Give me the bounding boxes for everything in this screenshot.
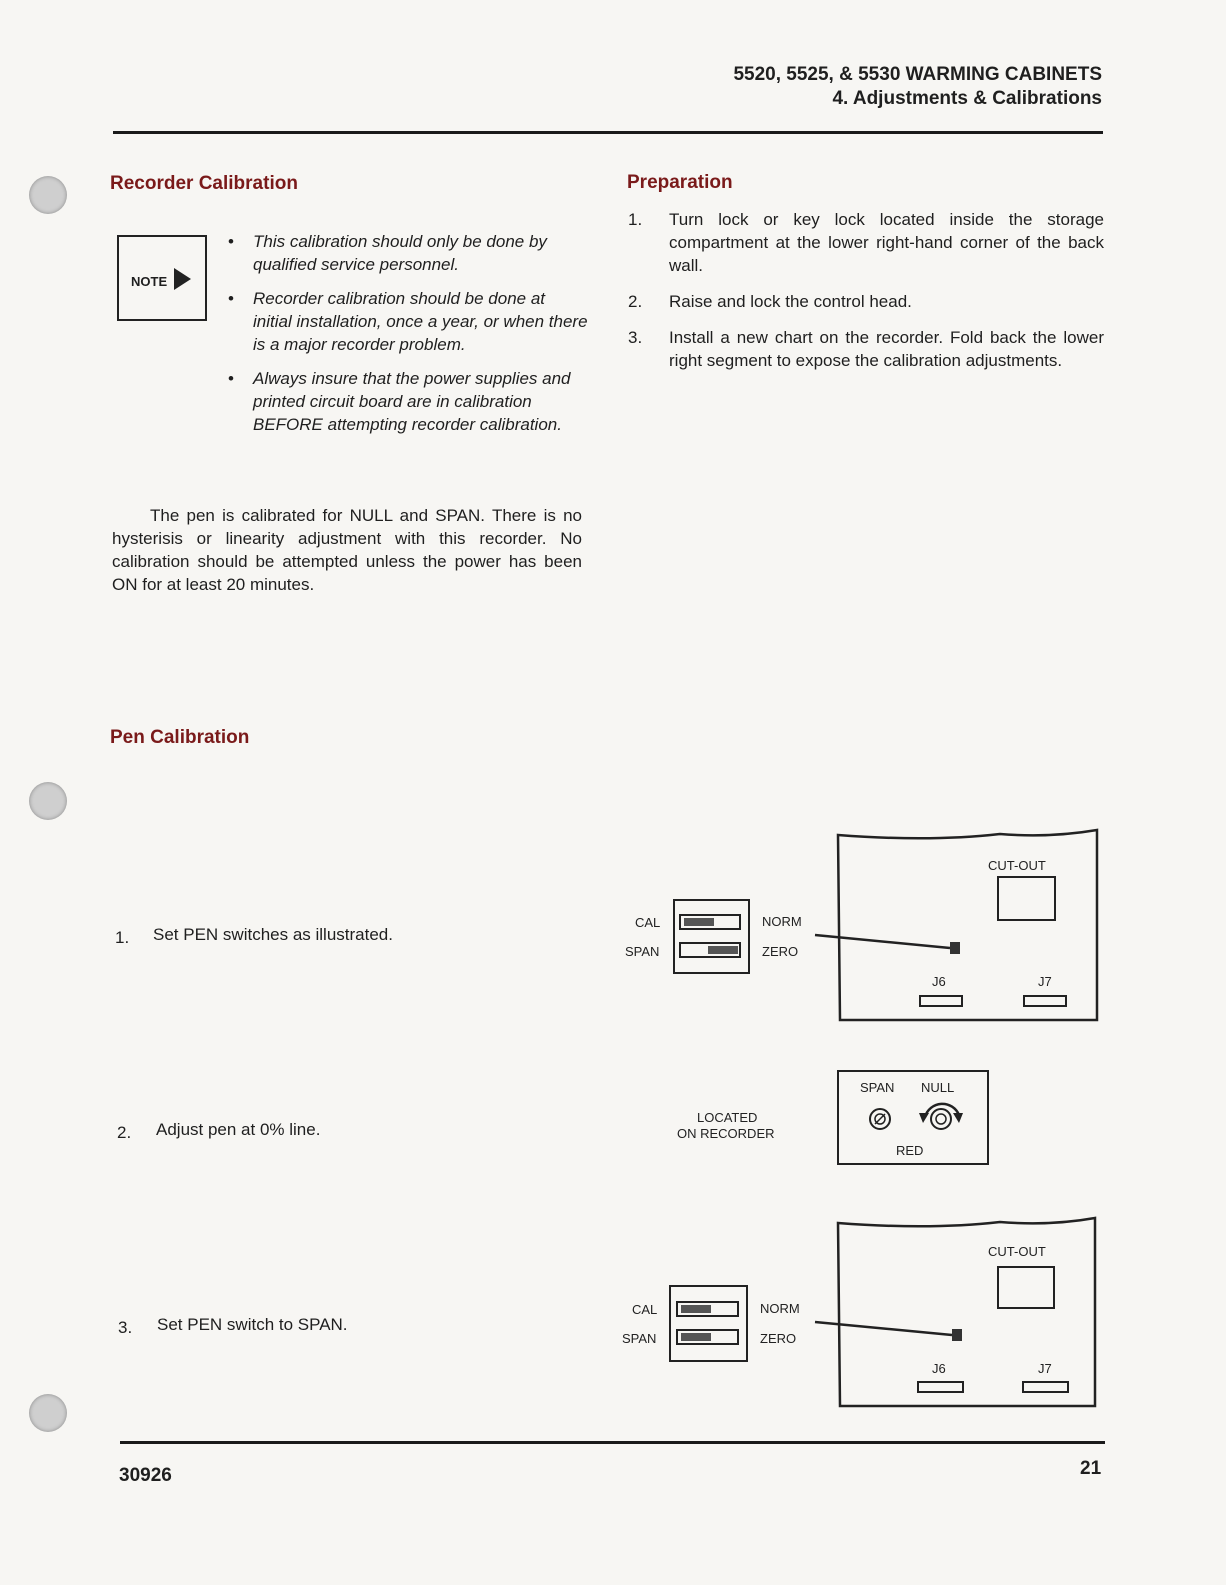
note-bullet: • This calibration should only be done by qualified service personnel. (228, 232, 547, 274)
rotate-arrow-head-right (953, 1113, 963, 1123)
pointer-line (815, 935, 950, 948)
page-number: 21 (1080, 1458, 1102, 1479)
note-label: NOTE (131, 274, 168, 289)
j7-label: J7 (1038, 974, 1052, 989)
pen-switch-diagram-2 (610, 1208, 1110, 1418)
cal-label: CAL (635, 915, 661, 930)
cal-switch-grip (684, 918, 714, 926)
document-title: 5520, 5525, & 5530 WARMING CABINETS (733, 64, 1102, 85)
located-label-line2: ON RECORDER (677, 1126, 775, 1141)
pointer-line (815, 1322, 952, 1335)
note-box (117, 235, 207, 321)
norm-label: NORM (762, 914, 802, 929)
span-null-diagram (670, 1065, 1000, 1175)
rotate-arrow-icon (925, 1104, 959, 1117)
span-label: SPAN (625, 944, 660, 959)
located-label-line1: LOCATED (697, 1110, 758, 1125)
cutout-label: CUT-OUT (988, 1244, 1046, 1259)
pen-step-3-text: Set PEN switch to SPAN. (157, 1315, 348, 1334)
pen-step-1-number: 1. (115, 928, 130, 947)
pen-step-2-number: 2. (117, 1123, 132, 1142)
recorder-calibration-heading: Recorder Calibration (110, 173, 298, 194)
rotate-arrow-head-left (919, 1113, 929, 1123)
red-label: RED (896, 1143, 924, 1158)
pen-switch-diagram-1 (610, 820, 1110, 1030)
cutout-box (998, 877, 1055, 920)
norm-label: NORM (760, 1301, 800, 1316)
pen-step-2-text: Adjust pen at 0% line. (156, 1120, 321, 1139)
switch-housing (674, 900, 749, 973)
span-label: SPAN (622, 1331, 657, 1346)
j6-label: J6 (932, 1361, 946, 1376)
punch-hole-bottom (29, 1394, 67, 1432)
j6-label: J6 (932, 974, 946, 989)
note-arrow-icon (174, 268, 191, 290)
pen-calibration-heading: Pen Calibration (110, 727, 250, 748)
j6-connector (918, 1382, 963, 1392)
j7-label: J7 (1038, 1361, 1052, 1376)
prep-step-number: 3. (628, 328, 643, 347)
punch-hole-middle (29, 782, 67, 820)
preparation-heading: Preparation (627, 172, 733, 193)
note-bullet: • Recorder calibration should be done at initial installation, once a year, or when there is a major recorder problem. (228, 289, 588, 354)
j7-connector (1023, 1382, 1068, 1392)
switch-housing (670, 1286, 747, 1361)
cal-label: CAL (632, 1302, 658, 1317)
prep-step-text: Install a new chart on the recorder. Fold back the lower right segment to expose the calibration adjustments. (669, 328, 1104, 370)
section-subtitle: 4. Adjustments & Calibrations (832, 88, 1102, 109)
prep-step-text: Raise and lock the control head. (669, 292, 912, 311)
prep-step-2 (628, 290, 1104, 313)
footer-rule (120, 1441, 1105, 1444)
pen-step-3-number: 3. (118, 1318, 133, 1337)
note-bullet-list (228, 230, 588, 447)
zero-label: ZERO (760, 1331, 797, 1346)
prep-step-1 (628, 208, 1104, 277)
prep-step-3 (628, 326, 1104, 372)
null-potentiometer-inner (936, 1114, 946, 1124)
switch-location-marker (952, 1329, 962, 1341)
intro-paragraph: The pen is calibrated for NULL and SPAN. There is no hysterisis or linearity adjustment with this recorder. No calibration should be attempted unless the power has been ON for at least 20 minutes. (112, 506, 582, 594)
prep-step-number: 1. (628, 210, 643, 229)
note-bullet: • Always insure that the power supplies and printed circuit board are in calibration BEFORE attempting recorder calibration. (228, 369, 571, 434)
null-potentiometer-icon (931, 1109, 951, 1129)
header-rule (113, 131, 1103, 134)
j7-connector (1024, 996, 1066, 1006)
pen-step-1-text: Set PEN switches as illustrated. (153, 925, 393, 944)
cutout-box (998, 1267, 1054, 1308)
span-switch-grip (681, 1333, 711, 1341)
board-outline (838, 1218, 1095, 1406)
prep-step-number: 2. (628, 292, 643, 311)
board-outline (838, 830, 1097, 1020)
span-switch-grip (708, 946, 738, 954)
cal-switch-grip (681, 1305, 711, 1313)
zero-label: ZERO (762, 944, 799, 959)
switch-location-marker (950, 942, 960, 954)
punch-hole-top (29, 176, 67, 214)
j6-connector (920, 996, 962, 1006)
document-number: 30926 (119, 1465, 172, 1486)
prep-step-text: Turn lock or key lock located inside the storage compartment at the lower right-hand corner of the back wall. (669, 210, 1104, 275)
null-adjust-label: NULL (921, 1080, 955, 1095)
span-adjust-label: SPAN (860, 1080, 895, 1095)
cutout-label: CUT-OUT (988, 858, 1046, 873)
